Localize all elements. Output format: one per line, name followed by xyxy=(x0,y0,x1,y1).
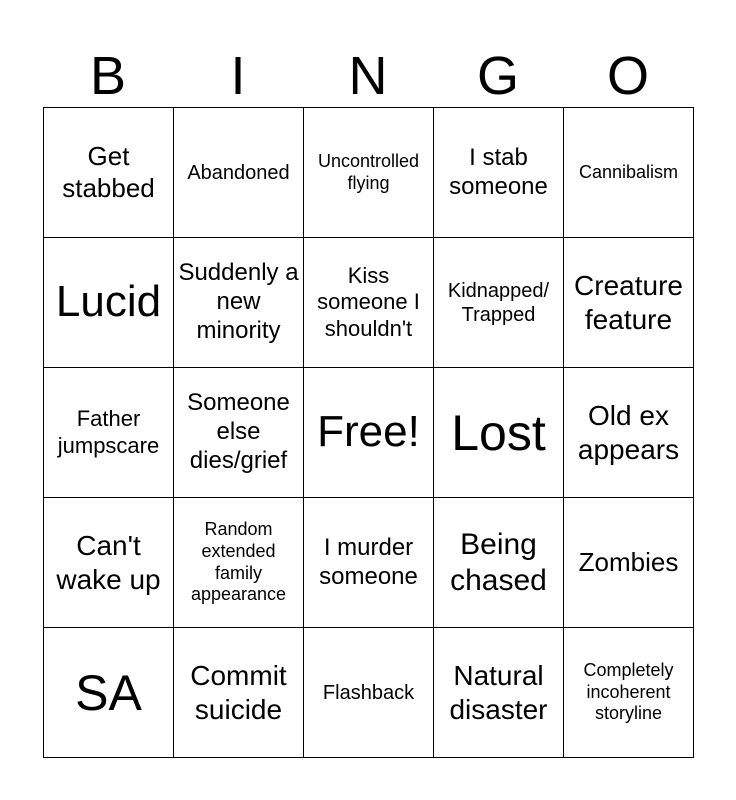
bingo-cell[interactable]: Random extended family appearance xyxy=(174,498,304,628)
grid-row xyxy=(44,498,694,628)
bingo-cell[interactable]: Abandoned xyxy=(174,108,304,238)
bingo-cell[interactable]: SA xyxy=(44,628,174,758)
bingo-cell[interactable]: Someone else dies/grief xyxy=(174,368,304,498)
header-letter-i: I xyxy=(230,46,246,106)
header-letter-o: O xyxy=(606,46,649,106)
bingo-cell[interactable]: Lucid xyxy=(44,238,174,368)
grid-row xyxy=(44,108,694,238)
grid-row xyxy=(44,368,694,498)
grid-row xyxy=(44,238,694,368)
bingo-cell[interactable]: Lost xyxy=(434,368,564,498)
free-space-cell[interactable]: Free! xyxy=(304,368,434,498)
header-letter-b: B xyxy=(89,46,127,106)
bingo-cell[interactable]: Zombies xyxy=(564,498,694,628)
grid-row xyxy=(44,628,694,758)
bingo-cell[interactable]: Flashback xyxy=(304,628,434,758)
bingo-cell[interactable]: Kiss someone I shouldn't xyxy=(304,238,434,368)
bingo-cell[interactable]: Get stabbed xyxy=(44,108,174,238)
header-letter-n: N xyxy=(348,46,388,106)
bingo-cell[interactable]: Completely incoherent storyline xyxy=(564,628,694,758)
bingo-cell[interactable]: Natural disaster xyxy=(434,628,564,758)
bingo-grid xyxy=(43,107,694,758)
bingo-cell[interactable]: Creature feature xyxy=(564,238,694,368)
bingo-cell[interactable]: Father jumpscare xyxy=(44,368,174,498)
bingo-cell[interactable]: Cannibalism xyxy=(564,108,694,238)
bingo-header xyxy=(43,44,693,108)
bingo-cell[interactable]: I murder someone xyxy=(304,498,434,628)
bingo-cell[interactable]: Kidnapped/ Trapped xyxy=(434,238,564,368)
bingo-cell[interactable]: Can't wake up xyxy=(44,498,174,628)
header-letter-g: G xyxy=(476,46,519,106)
bingo-cell[interactable]: Suddenly a new minority xyxy=(174,238,304,368)
bingo-cell[interactable]: Commit suicide xyxy=(174,628,304,758)
bingo-cell[interactable]: Being chased xyxy=(434,498,564,628)
bingo-cell[interactable]: Old ex appears xyxy=(564,368,694,498)
bingo-cell[interactable]: Uncontrolled flying xyxy=(304,108,434,238)
bingo-cell[interactable]: I stab someone xyxy=(434,108,564,238)
